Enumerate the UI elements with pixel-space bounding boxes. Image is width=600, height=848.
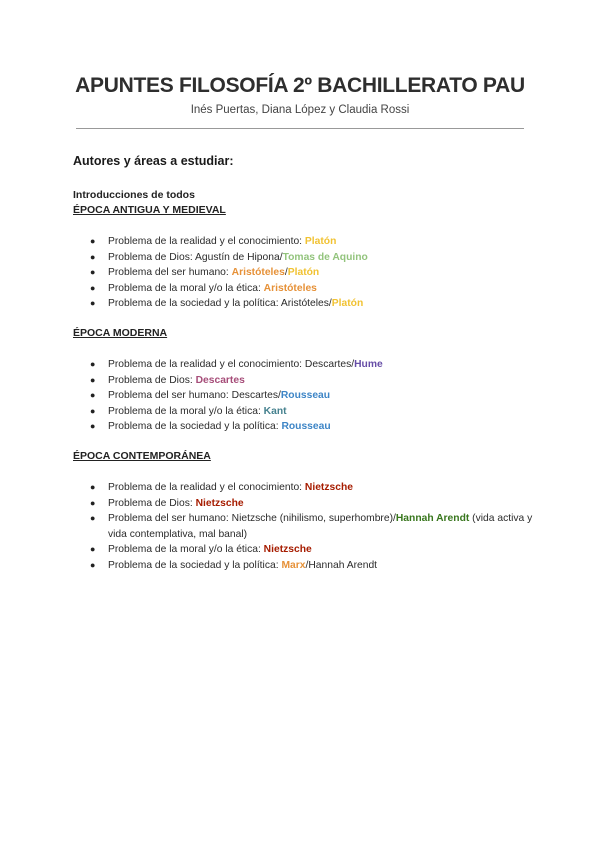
list-item: [73, 419, 533, 435]
author-name: Platón: [331, 298, 364, 310]
section-title-antigua: ÉPOCA ANTIGUA Y MEDIEVAL: [73, 204, 226, 216]
bullet-icon: ●: [90, 559, 96, 570]
section-title-moderna: ÉPOCA MODERNA: [73, 326, 168, 339]
bullet-icon: ●: [90, 251, 96, 262]
item-text: Problema de la moral y/o la ética:: [108, 282, 264, 294]
author-name: Rousseau: [280, 390, 331, 402]
list-item: [73, 480, 533, 496]
author-name: Nietzsche: [195, 497, 244, 509]
list-item: [73, 250, 533, 266]
list-item: [73, 373, 533, 389]
document-title: APUNTES FILOSOFÍA 2º BACHILLERATO PAU: [75, 74, 525, 97]
item-text: Problema de Dios: Agustín de Hipona/: [108, 251, 283, 263]
bullet-icon: ●: [90, 497, 96, 508]
item-text: Problema del ser humano:: [108, 267, 232, 279]
item-text-suffix: (vida activa y vida contemplativa, mal banal): [108, 513, 533, 540]
item-text: Problema del ser humano: Nietzsche (nihilismo, superhombre)/: [108, 513, 396, 525]
list-item: [73, 388, 533, 404]
author-name: Marx: [281, 559, 306, 571]
bullet-icon: ●: [90, 421, 96, 432]
topic-list-contemporanea: [73, 480, 533, 574]
item-text: Problema de Dios:: [108, 497, 196, 509]
bullet-icon: ●: [90, 374, 96, 385]
bullet-icon: ●: [90, 513, 96, 524]
list-item: [73, 357, 533, 373]
item-text-suffix: /: [284, 267, 288, 279]
author-name: Hume: [354, 358, 383, 370]
author-name: Aristóteles: [231, 267, 285, 279]
author-name: Kant: [263, 405, 287, 417]
document-body: [73, 154, 533, 574]
bullet-icon: ●: [90, 481, 96, 492]
item-text: Problema de la sociedad y la política:: [108, 421, 282, 433]
bullet-icon: ●: [90, 236, 96, 246]
item-text: Problema de la sociedad y la política:: [108, 559, 282, 571]
author-name: Platón: [287, 267, 320, 279]
intro-label: Introducciones de todos: [73, 189, 195, 201]
item-text: Problema de la realidad y el conocimiento: Descartes/: [108, 358, 355, 370]
item-text: Problema de la moral y/o la ética:: [108, 544, 264, 556]
list-item: [73, 542, 533, 558]
list-item: [73, 558, 533, 574]
list-item: [73, 496, 533, 512]
author-name: Descartes: [195, 374, 245, 386]
item-text: Problema de la sociedad y la política: Aristóteles/: [108, 298, 332, 310]
author-name: Tomas de Aquino: [282, 251, 368, 263]
bullet-icon: ●: [90, 405, 96, 416]
bullet-icon: ●: [90, 390, 96, 401]
bullet-icon: ●: [90, 282, 96, 293]
list-item: [73, 296, 533, 312]
section-heading: Autores y áreas a estudiar:: [73, 154, 234, 168]
list-item: [73, 511, 533, 542]
section-title-contemporanea: ÉPOCA CONTEMPORÁNEA: [73, 449, 211, 462]
document-authors: Inés Puertas, Diana López y Claudia Rossi: [190, 104, 410, 116]
bullet-icon: ●: [90, 358, 96, 369]
author-name: Rousseau: [281, 421, 331, 433]
list-item: [73, 265, 533, 281]
topic-list-moderna: [73, 357, 533, 435]
author-name: Aristóteles: [263, 282, 317, 294]
horizontal-divider: [76, 128, 524, 129]
author-name: Nietzsche: [304, 481, 353, 493]
item-text-suffix: /Hannah Arendt: [305, 559, 378, 571]
author-name: Hannah Arendt: [395, 513, 470, 525]
list-item: [73, 404, 533, 420]
item-text: Problema de la realidad y el conocimiento:: [108, 481, 305, 493]
bullet-icon: ●: [90, 298, 96, 309]
item-text: Problema de la realidad y el conocimiento:: [108, 236, 305, 247]
item-text: Problema del ser humano: Descartes/: [108, 390, 281, 402]
topic-list-antigua: [73, 234, 533, 312]
list-item: [73, 281, 533, 297]
bullet-icon: ●: [90, 544, 96, 555]
item-text: Problema de la moral y/o la ética:: [108, 405, 264, 417]
author-name: Platón: [304, 236, 337, 247]
list-item: [73, 234, 533, 250]
item-text: Problema de Dios:: [108, 374, 196, 386]
author-name: Nietzsche: [263, 544, 312, 556]
bullet-icon: ●: [90, 267, 96, 278]
